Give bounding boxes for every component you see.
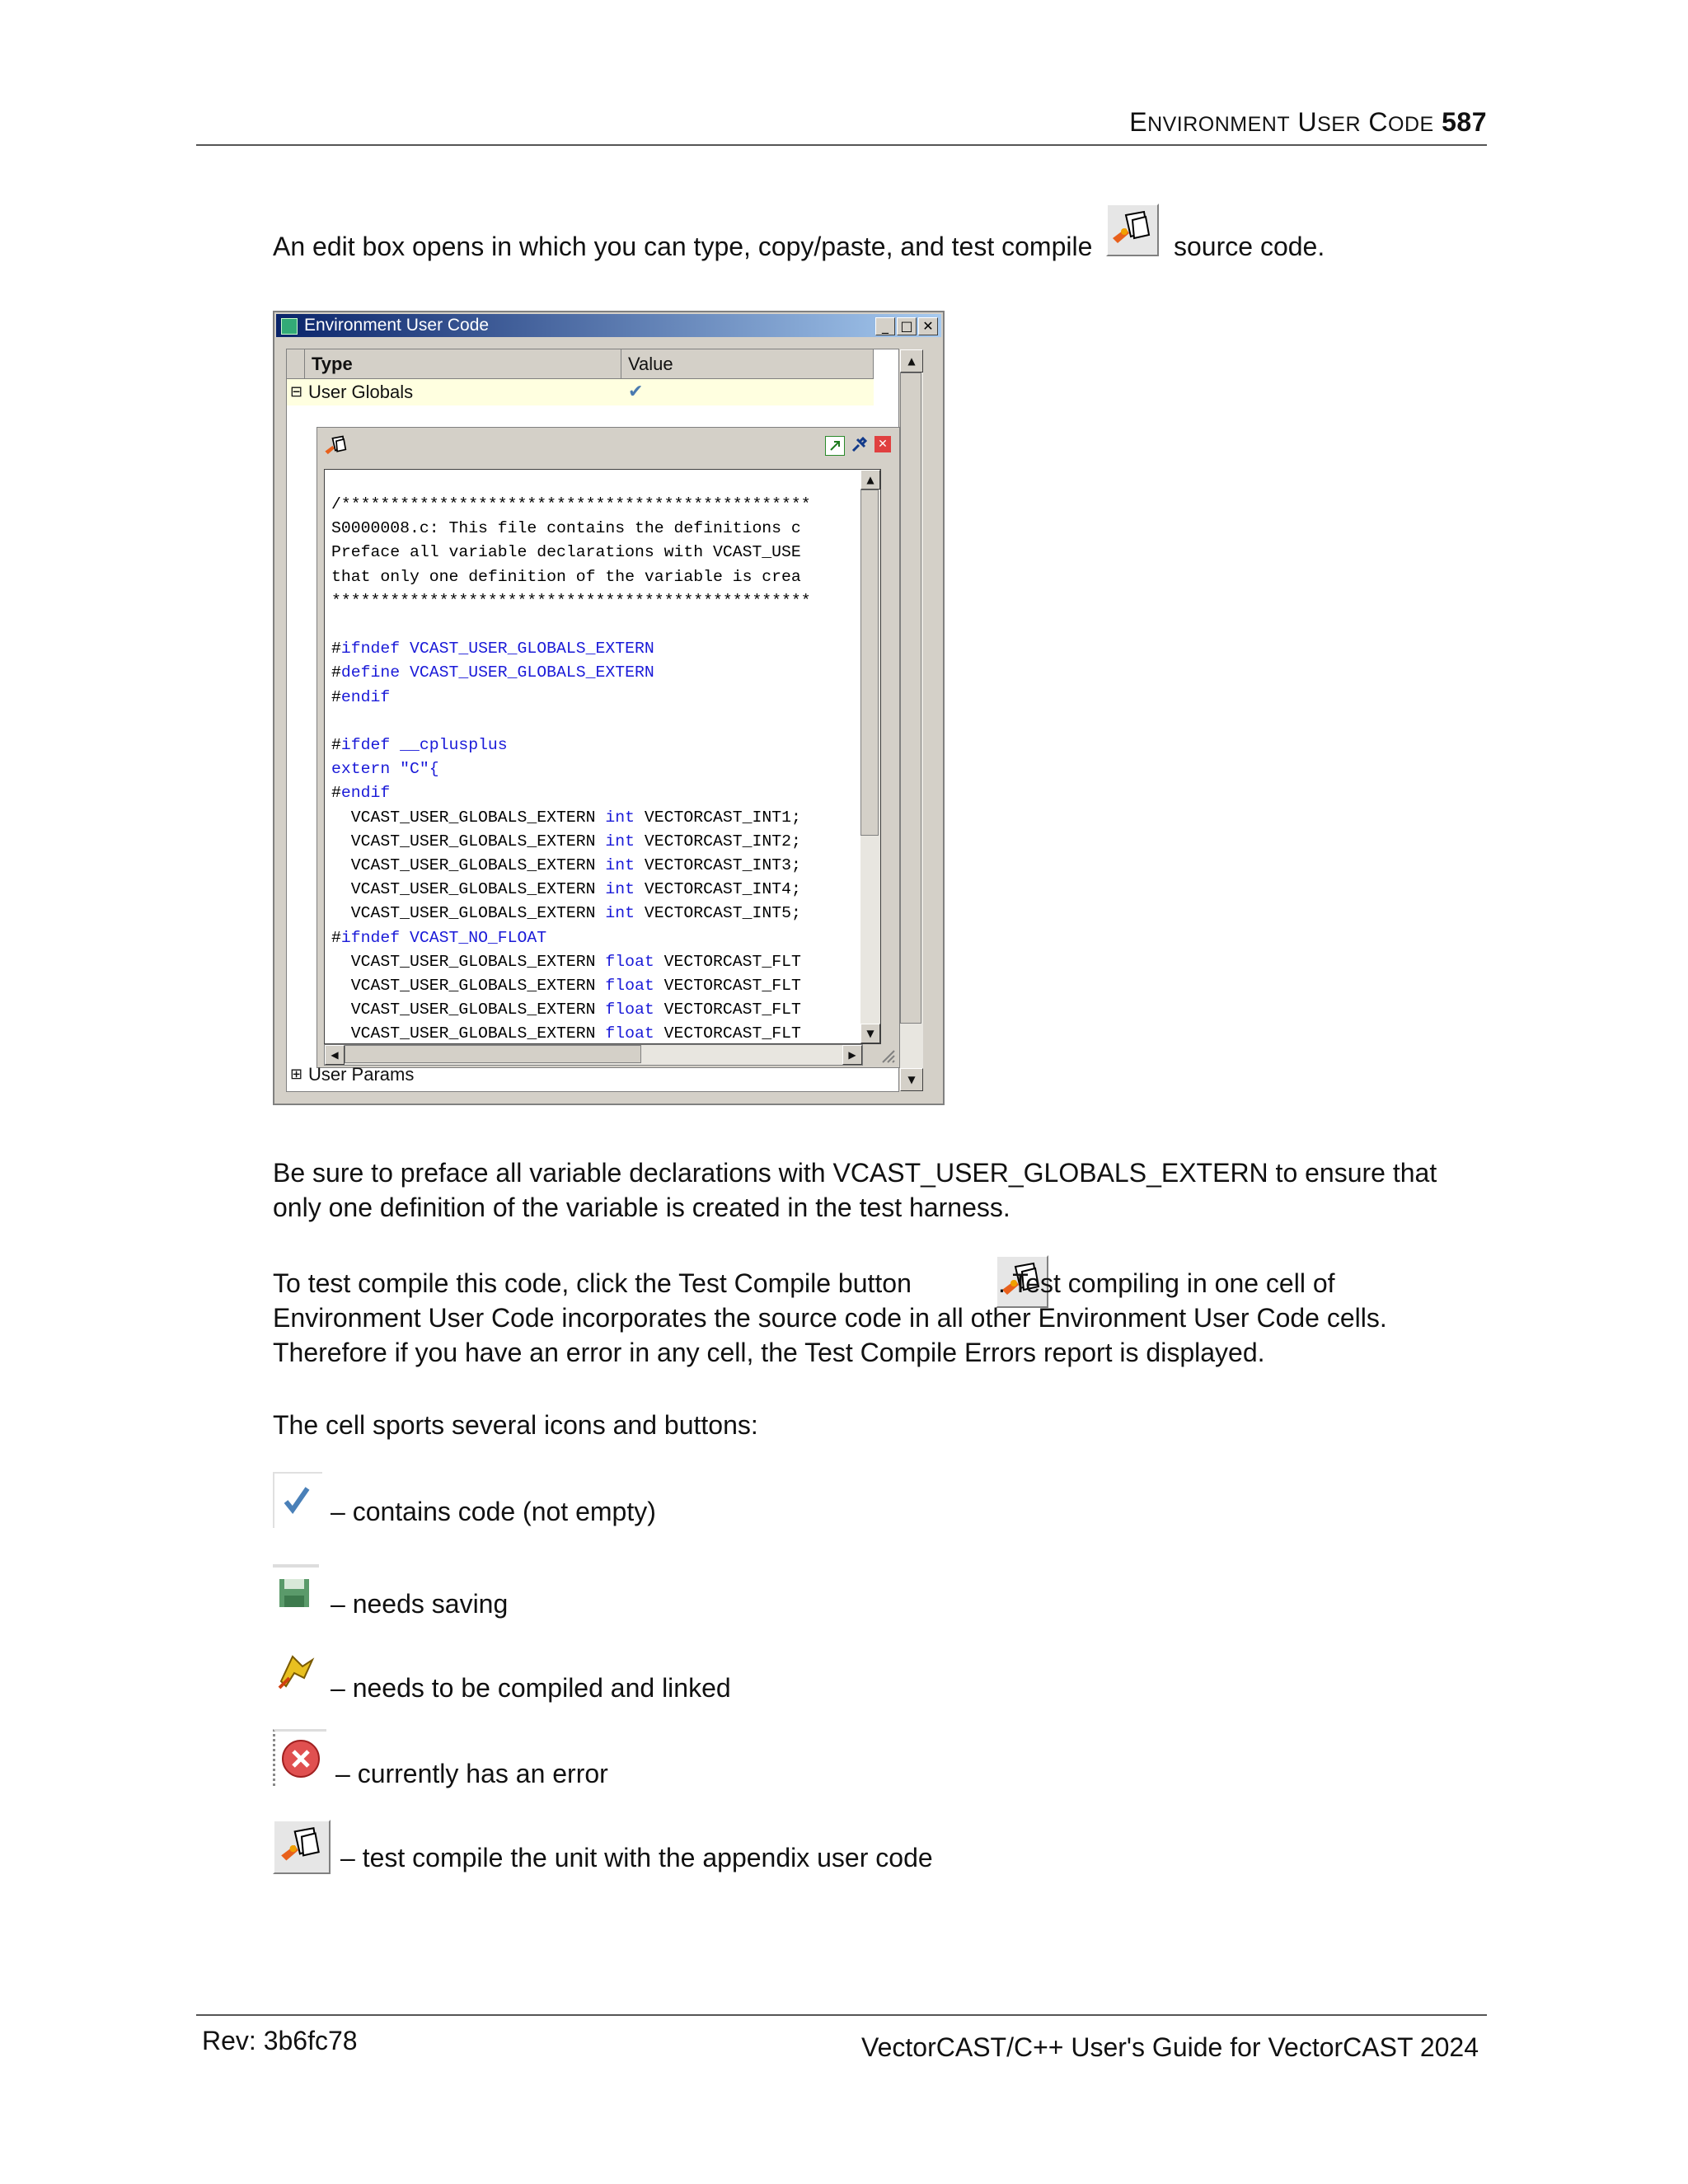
scroll-up-button[interactable]: ▲ (860, 470, 880, 490)
environment-user-code-window (273, 311, 945, 1105)
code-text[interactable]: /************************************************ S0000008.c: This file contains the definitions c Preface all variable declarations with VCAST_USE that only one definition of the variable is crea ************************************************* #ifndef VCAST_USER_GLOBALS_EXTERN #define VCAST_USER_GLOBALS_EXTERN #endif #ifdef __cplusplus extern "C"{ #endif VCAST_USER_GLOBALS_EXTERN int VECTORCAST_INT1; VCAST_USER_GLOBALS_EXTERN int VECTORCAST_INT2; VCAST_USER_GLOBALS_EXTERN int VECTORCAST_INT3; VCAST_USER_GLOBALS_EXTERN int VECTORCAST_INT4; VCAST_USER_GLOBALS_EXTERN int VECTORCAST_INT5; #ifndef VCAST_NO_FLOAT VCAST_USER_GLOBALS_EXTERN float VECTORCAST_FLT VCAST_USER_GLOBALS_EXTERN float VECTORCAST_FLT VCAST_USER_GLOBALS_EXTERN float VECTORCAST_FLT VCAST_USER_GLOBALS_EXTERN float VECTORCAST_FLT (331, 495, 811, 1043)
paragraph-test-compile-tail: . Test compiling in one cell of Environment User Code incorporates the source code in all other Environment User Code cells. Therefore if you have an error in any cell, the Test Compile Errors report is displayed. (273, 1268, 1387, 1367)
paragraph-preface: Be sure to preface all variable declarations with VCAST_USER_GLOBALS_EXTERN to ensure that only one definition of the variable is created in the test harness. (273, 1158, 1437, 1222)
guide-title: VectorCAST/C++ User's Guide for VectorCAST 2024 (861, 2032, 1479, 2062)
running-header: ENVIRONMENT USER CODE 587 (1129, 107, 1487, 137)
legend-test-compile: – test compile the unit with the appendix user code (273, 1820, 1097, 1886)
intro-text: An edit box opens in which you can type, copy/paste, and test compile (273, 232, 1093, 261)
row-label: User Globals (308, 382, 414, 402)
scroll-right-button[interactable]: ▶ (842, 1045, 862, 1065)
window-title: Environment User Code (304, 316, 490, 335)
scroll-thumb[interactable] (860, 490, 879, 836)
test-compile-icon (1106, 204, 1159, 256)
save-icon (273, 1564, 319, 1617)
pin-icon[interactable] (850, 436, 868, 454)
error-icon (273, 1729, 326, 1786)
legend-save: – needs saving (273, 1564, 932, 1622)
checkmark-icon (273, 1472, 322, 1528)
grid-scroll-thumb[interactable] (900, 373, 921, 1024)
compile-link-icon (273, 1648, 319, 1694)
legend-checkmark: – contains code (not empty) (273, 1472, 932, 1530)
grid-scroll-down-button[interactable]: ▼ (900, 1068, 923, 1091)
column-header-type[interactable]: Type (305, 349, 621, 379)
expand-icon[interactable]: ⊞ (290, 1066, 303, 1083)
resize-grip-icon[interactable] (878, 1046, 896, 1064)
user-code-grid (286, 349, 916, 1092)
legend-compile-link: – needs to be compiled and linked (273, 1648, 1015, 1706)
cell-editor (316, 427, 900, 1068)
revision-label: Rev: 3b6fc78 (202, 2026, 358, 2055)
column-header-value[interactable]: Value (621, 349, 874, 379)
window-titlebar[interactable] (276, 314, 941, 337)
minimize-button[interactable]: _ (875, 317, 895, 335)
test-compile-button[interactable] (322, 433, 350, 461)
code-editor[interactable] (324, 469, 881, 1044)
editor-vertical-scrollbar[interactable] (860, 470, 880, 1043)
app-icon (281, 318, 298, 335)
column-header-corner (287, 349, 305, 379)
row-user-globals[interactable] (287, 379, 874, 405)
collapse-icon[interactable]: ⊟ (290, 383, 303, 401)
maximize-button[interactable]: □ (897, 317, 917, 335)
row-user-params[interactable] (287, 1062, 874, 1088)
grid-vertical-scrollbar[interactable] (900, 349, 923, 1091)
legend-error: – currently has an error (273, 1729, 1015, 1795)
intro-text-tail: source code. (1174, 232, 1325, 261)
footer-rule (196, 2014, 1487, 2016)
scroll-down-button[interactable]: ▼ (860, 1024, 880, 1043)
header-rule (196, 144, 1487, 146)
page-number: 587 (1442, 107, 1487, 137)
checkmark-icon: ✔ (628, 382, 644, 402)
paragraph-icons-intro: The cell sports several icons and buttons: (273, 1410, 758, 1440)
close-button[interactable]: ✕ (918, 317, 938, 335)
test-compile-icon (273, 1820, 331, 1874)
row-label: User Params (308, 1064, 415, 1085)
paragraph-test-compile: To test compile this code, click the Test Compile button (273, 1268, 912, 1298)
scroll-left-button[interactable]: ◀ (325, 1045, 345, 1065)
expand-editor-icon[interactable] (825, 436, 845, 456)
grid-scroll-up-button[interactable]: ▲ (900, 349, 923, 373)
close-editor-icon[interactable]: ✕ (874, 436, 891, 452)
horizontal-scroll-thumb[interactable] (345, 1045, 641, 1063)
